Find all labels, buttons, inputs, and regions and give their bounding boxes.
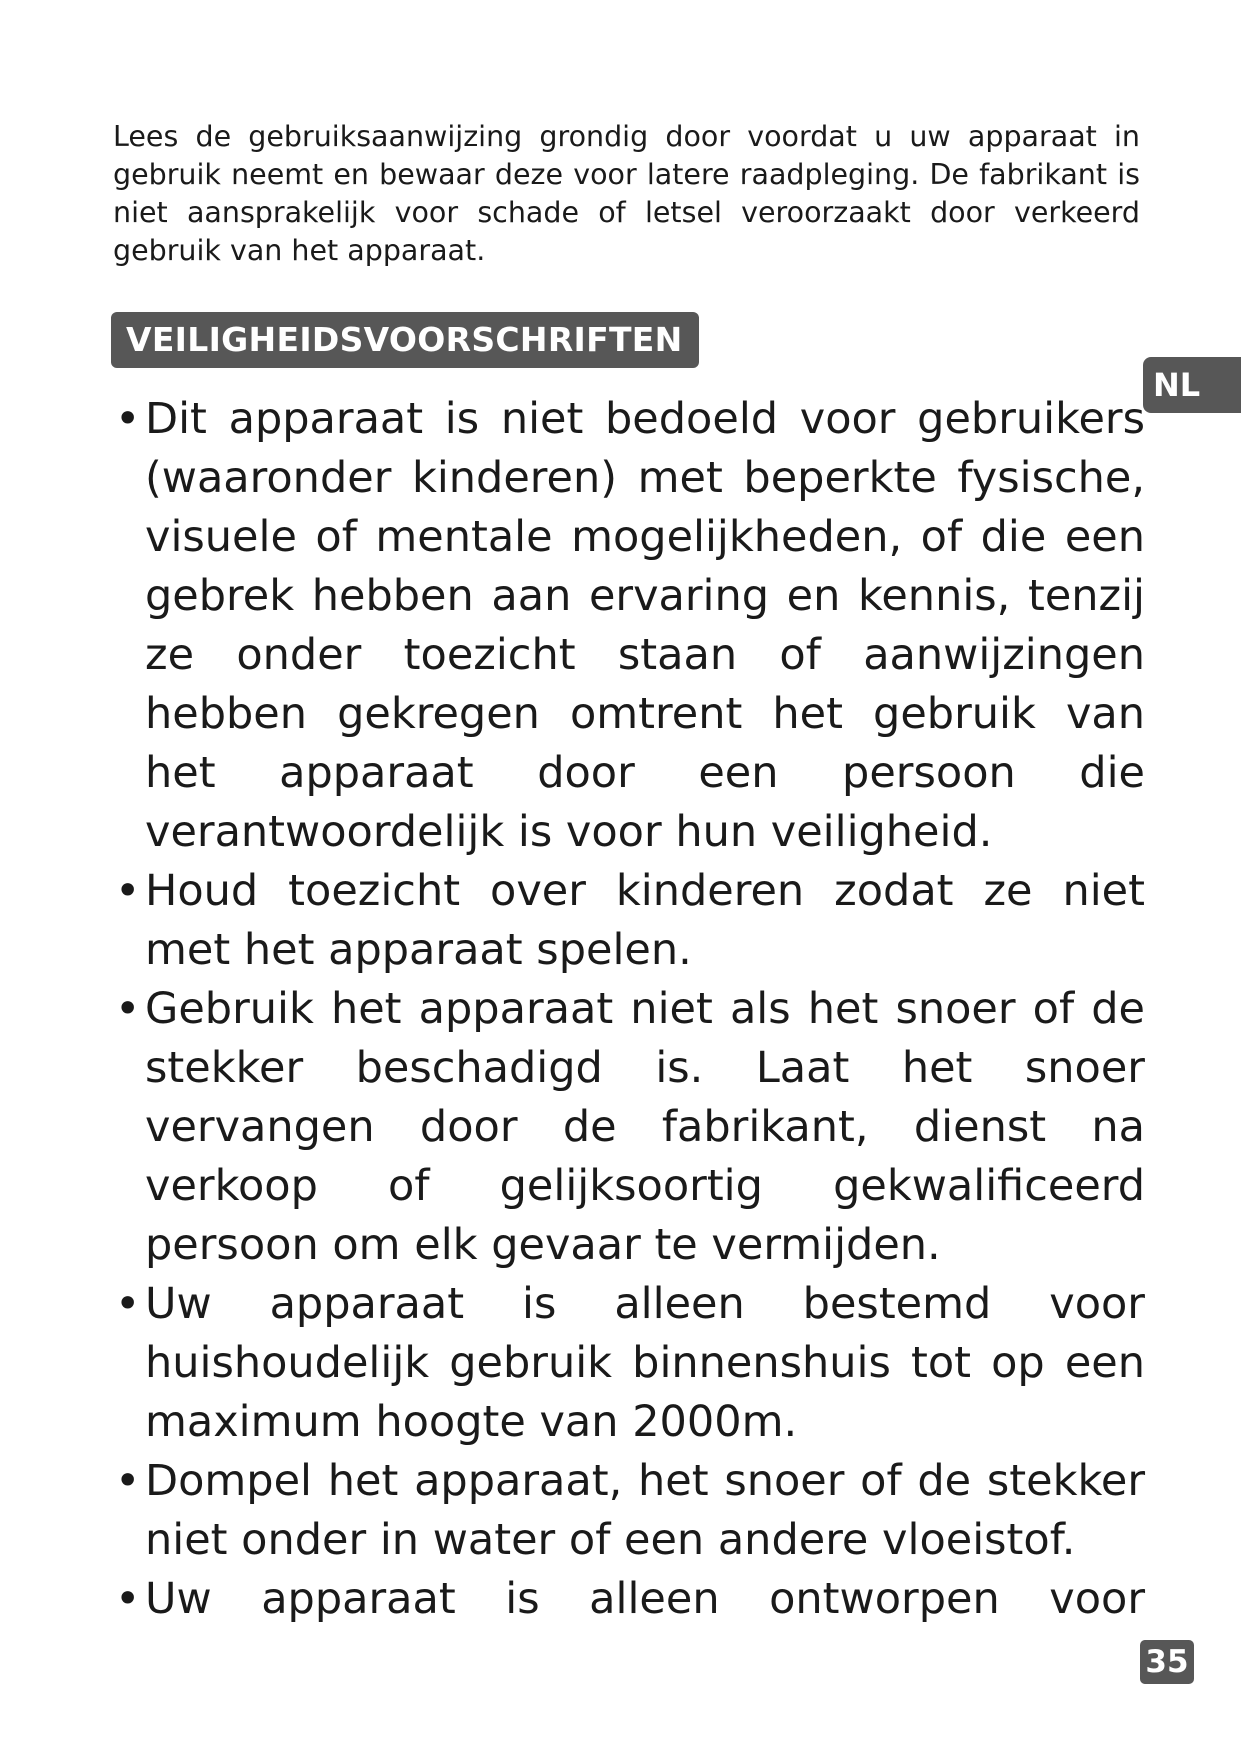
safety-rule-text: Houd toezicht over kinderen zodat ze niet met het apparaat spelen. [145,866,1145,975]
bullet-icon: • [115,866,141,916]
bullet-icon: • [115,1279,141,1329]
bullet-icon: • [115,394,141,444]
safety-rule [115,390,1145,862]
safety-rule-text: Gebruik het apparaat niet als het snoer of de stekker beschadigd is. Laat het snoer vervangen door de fabrikant, dienst na verkoop of gelijksoortig gekwalificeerd persoon om elk gevaar te vermijden. [145,984,1145,1270]
bullet-icon: • [115,984,141,1034]
safety-rule-text: Dompel het apparaat, het snoer of de stekker niet onder in water of een andere vloeistof. [145,1456,1145,1565]
safety-rule [115,1570,1145,1629]
safety-rule [115,1452,1145,1570]
language-tab: NL [1143,357,1241,413]
safety-rule-text: Dit apparaat is niet bedoeld voor gebruikers (waaronder kinderen) met beperkte fysische, visuele of mentale mogelijkheden, of die een gebrek hebben aan ervaring en kennis, tenzij ze onder toezicht staan of aanwijzingen hebben gekregen omtrent het gebruik van het apparaat door een persoon die verantwoordelijk is voor hun veiligheid. [145,394,1145,857]
bullet-icon: • [115,1456,141,1506]
section-header-safety: VEILIGHEIDSVOORSCHRIFTEN [111,312,699,368]
bullet-icon: • [115,1574,141,1624]
safety-rule [115,862,1145,980]
safety-rule-text: Uw apparaat is alleen bestemd voor huishoudelijk gebruik binnenshuis tot op een maximum hoogte van 2000m. [145,1279,1145,1447]
safety-rule [115,980,1145,1275]
safety-rules-list [115,390,1145,1629]
intro-paragraph: Lees de gebruiksaanwijzing grondig door voordat u uw apparaat in gebruik neemt en bewaar deze voor latere raadpleging. De fabrikant is niet aansprakelijk voor schade of letsel veroorzaakt door verkeerd gebruik van het apparaat. [113,120,1140,267]
safety-rule-text: Uw apparaat is alleen ontworpen voor [145,1574,1145,1624]
page-number: 35 [1140,1640,1194,1684]
safety-rule [115,1275,1145,1452]
